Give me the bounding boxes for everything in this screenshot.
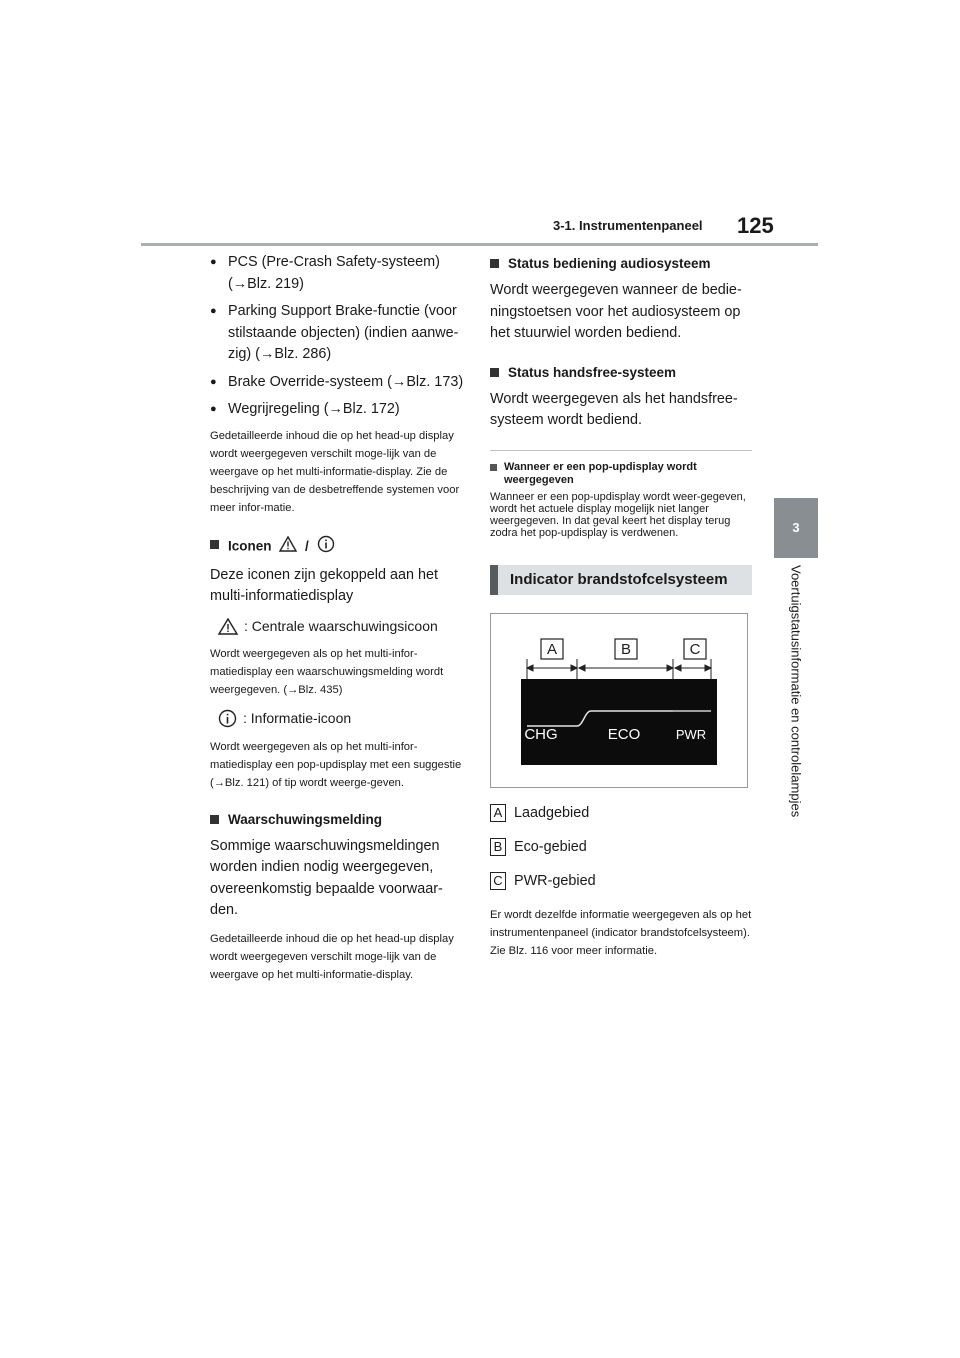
- header-divider: [141, 243, 818, 246]
- list-item: ● Parking Support Brake-functie (voor stilstaande objecten) (indien aanwe-zig) (→Blz. 286): [210, 301, 466, 366]
- legend-item-b: [490, 838, 752, 856]
- marker-a-text: A: [546, 640, 558, 658]
- legend-item-a: [490, 804, 752, 822]
- legend-label: Laadgebied: [514, 804, 590, 821]
- list-item: ● Brake Override-systeem (→Blz. 173): [210, 372, 466, 394]
- note-divider: [490, 450, 752, 451]
- fuel-cell-section-title: Indicator brandstofcelsysteem: [490, 565, 752, 595]
- legend-key: C: [490, 872, 506, 890]
- info-icon-label: : Informatie-icoon: [243, 710, 352, 726]
- info-circle-icon: [317, 535, 335, 559]
- legend-key: A: [490, 804, 506, 822]
- warning-icon-description: Wordt weergegeven als op het multi-infor-matiedisplay een waarschuwingsmelding wordt weergegeven. (→Blz. 435): [210, 647, 444, 696]
- zone-eco-label: ECO: [607, 725, 641, 743]
- info-icon-description: Wordt weergegeven als op het multi-infor-matiedisplay een pop-updisplay met een suggestie (→Blz. 121) of tip wordt weerge-geven.: [210, 740, 462, 789]
- info-circle-icon: [218, 709, 237, 728]
- left-column: [210, 252, 466, 992]
- note-paragraph: Gedetailleerde inhoud die op het head-up display wordt weergegeven verschilt moge-lijk van de weergave op het multi-informatie-display. Zie de beschrijving van de desbetreffende systemen voor meer infor-matie.: [210, 429, 460, 514]
- chapter-tab: 3: [774, 498, 818, 558]
- list-item: ● Wegrijregeling (→Blz. 172): [210, 399, 466, 421]
- chapter-title-vertical: [778, 565, 814, 985]
- handsfree-status-body: Wordt weergegeven als het handsfree-systeem wordt bediend.: [490, 390, 738, 428]
- icons-heading: [210, 535, 466, 559]
- warning-message-body: Sommige waarschuwingsmeldingen worden indien nodig weergegeven, overeenkomstig bepaalde voorwaar-den.: [210, 837, 443, 918]
- page-number: 125: [737, 213, 774, 238]
- icons-description: Deze iconen zijn gekoppeld aan het multi-informatiedisplay: [210, 566, 439, 604]
- marker-b: [615, 639, 637, 659]
- popup-note-body: Wanneer er een pop-updisplay wordt weer-gegeven, wordt het actuele display mogelijk niet langer weergegeven. In dat geval keert het display terug zodra het pop-updisplay is verdwenen.: [490, 490, 746, 539]
- popup-note-heading: Wanneer er een pop-updisplay wordt weergegeven: [490, 461, 752, 487]
- marker-c: [684, 639, 706, 659]
- warning-triangle-icon: [218, 618, 238, 635]
- icons-separator: /: [305, 538, 309, 554]
- section-title: 3-1. Instrumentenpaneel: [553, 218, 703, 233]
- warning-triangle-icon: [279, 536, 297, 558]
- legend-label: Eco-gebied: [514, 838, 587, 855]
- audio-status-body: Wordt weergegeven wanneer de bedie-ningstoetsen voor het audiosysteem op het stuurwiel worden bediend.: [490, 282, 742, 341]
- closing-paragraph: Er wordt dezelfde informatie weergegeven als op het instrumentenpaneel (indicator brandstofcelsysteem). Zie Blz. 116 voor meer informatie.: [490, 908, 752, 957]
- icons-heading-text: Iconen: [228, 538, 272, 554]
- right-column: [490, 252, 752, 968]
- info-icon-row: [210, 709, 466, 728]
- display-panel: [521, 679, 717, 765]
- audio-status-heading: Status bediening audiosysteem: [490, 254, 752, 274]
- warning-message-heading: Waarschuwingsmelding: [210, 810, 466, 830]
- warning-icon-label: : Centrale waarschuwingsicoon: [244, 618, 438, 634]
- handsfree-status-heading: Status handsfree-systeem: [490, 363, 752, 383]
- zone-chg-label: CHG: [524, 725, 558, 743]
- marker-a: [541, 639, 563, 659]
- zone-pwr-label: PWR: [675, 726, 707, 742]
- legend-label: PWR-gebied: [514, 872, 596, 889]
- list-item: ● PCS (Pre-Crash Safety-systeem) (→Blz. 219): [210, 252, 466, 295]
- note-paragraph: Gedetailleerde inhoud die op het head-up display wordt weergegeven verschilt moge-lijk van de weergave op het multi-informatie-display.: [210, 932, 454, 981]
- legend-key: B: [490, 838, 506, 856]
- fuel-cell-indicator-figure: [490, 613, 748, 788]
- legend-item-c: [490, 872, 752, 890]
- marker-c-text: C: [689, 640, 701, 658]
- chapter-title-text: Voertuigstatusinformatie en controlelampjes: [788, 565, 804, 818]
- warning-icon-row: [210, 618, 466, 635]
- marker-b-text: B: [620, 640, 632, 658]
